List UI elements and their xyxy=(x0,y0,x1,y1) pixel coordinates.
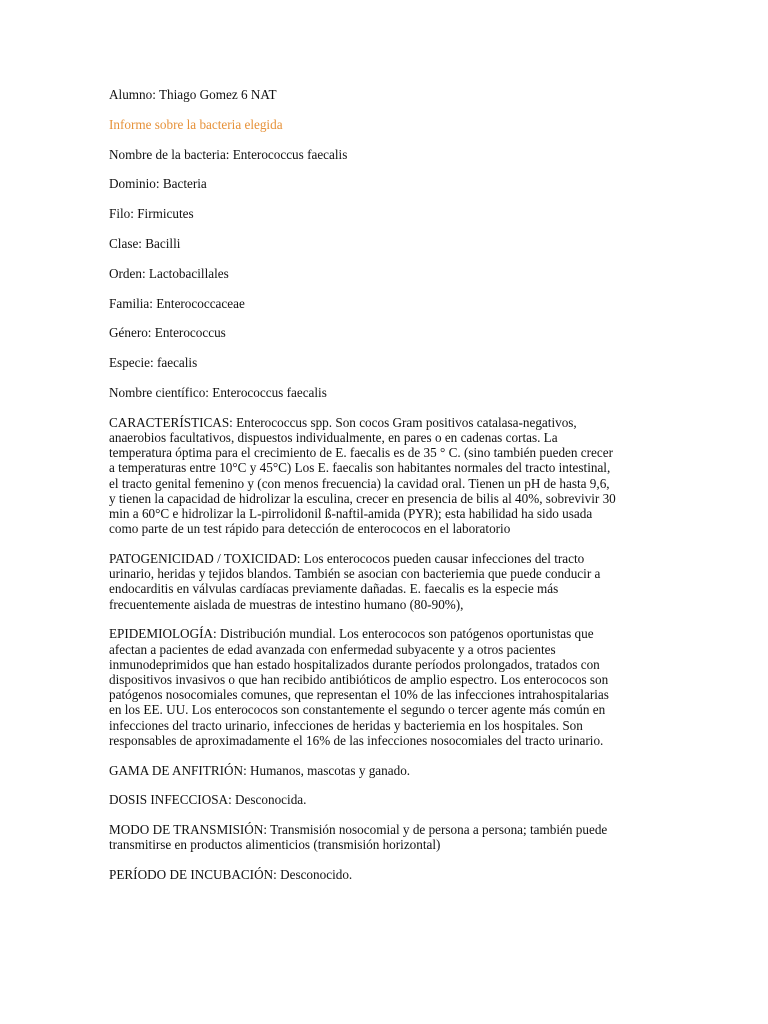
paragraph-line: patógenos nosocomiales comunes, que representan el 10% de las infecciones intrahospitalarias xyxy=(109,687,609,703)
student-name: Alumno: Thiago Gomez 6 NAT xyxy=(109,87,277,102)
taxonomy-domain: Dominio: Bacteria xyxy=(109,176,207,192)
taxonomy-class: Clase: Bacilli xyxy=(109,235,181,251)
host-range: GAMA DE ANFITRIÓN: Humanos, mascotas y ganado. xyxy=(109,762,411,778)
paragraph-line: PATOGENICIDAD / TOXICIDAD: Los enterococos pueden causar infecciones del tracto xyxy=(109,550,585,566)
pathogenicity-paragraph xyxy=(109,551,669,612)
taxonomy-family: Familia: Enterococcaceae xyxy=(109,295,245,311)
paragraph-line: y tienen la capacidad de hidrolizar la esculina, crecer en presencia de bilis al 40%, sobrevivir 30 xyxy=(109,490,616,506)
epidemiology-paragraph xyxy=(109,626,669,748)
taxonomy-bacteria-name: Nombre de la bacteria: Enterococcus faecalis xyxy=(109,146,348,162)
document-body xyxy=(109,87,669,897)
paragraph-line: responsables de aproximadamente el 16% de las infecciones nosocomiales del tracto urinario. xyxy=(109,732,604,748)
paragraph-line: EPIDEMIOLOGÍA: Distribución mundial. Los enterococos son patógenos oportunistas que xyxy=(109,626,594,642)
paragraph-line: MODO DE TRANSMISIÓN: Transmisión nosocomial y de persona a persona; también puede xyxy=(109,822,608,838)
taxonomy-genus: Género: Enterococcus xyxy=(109,325,226,341)
paragraph-line: a temperaturas entre 10°C y 45°C) Los E. faecalis son habitantes normales del tracto intestinal, xyxy=(109,460,611,476)
characteristics-paragraph xyxy=(109,415,669,537)
taxonomy-phylum: Filo: Firmicutes xyxy=(109,206,194,222)
paragraph-line: transmitirse en productos alimenticios (transmisión horizontal) xyxy=(109,837,441,853)
incubation-period: PERÍODO DE INCUBACIÓN: Desconocido. xyxy=(109,867,353,883)
report-title: Informe sobre la bacteria elegida xyxy=(109,116,283,132)
paragraph-line: endocarditis en válvulas cardíacas previamente dañadas. E. faecalis es la especie más xyxy=(109,581,559,597)
paragraph-line: frecuentemente aislada de muestras de intestino humano (80-90%), xyxy=(109,596,464,612)
paragraph-line: afectan a pacientes de edad avanzada con enfermedad subyacente y a otros pacientes xyxy=(109,641,556,657)
paragraph-line: temperatura óptima para el crecimiento de E. faecalis es de 35 ° C. (sino también pueden crecer xyxy=(109,445,613,461)
paragraph-line: anaerobios facultativos, dispuestos individualmente, en pares o en cadenas cortas. La xyxy=(109,429,558,445)
paragraph-line: en los EE. UU. Los enterococos son constantemente el segundo o tercer agente más común en xyxy=(109,702,606,718)
infectious-dose: DOSIS INFECCIOSA: Desconocida. xyxy=(109,792,307,808)
taxonomy-order: Orden: Lactobacillales xyxy=(109,265,229,281)
taxonomy-scientific-name: Nombre científico: Enterococcus faecalis xyxy=(109,384,327,400)
paragraph-line: inmunodeprimidos que han estado hospitalizados durante períodos prolongados, tratados con xyxy=(109,656,600,672)
taxonomy-species: Especie: faecalis xyxy=(109,355,198,371)
paragraph-line: min a 60°C e hidrolizar la L-pirrolidonil ß-naftil-amida (PYR); esta habilidad ha sido usada xyxy=(109,505,593,521)
paragraph-line: CARACTERÍSTICAS: Enterococcus spp. Son cocos Gram positivos catalasa-negativos, xyxy=(109,414,577,430)
paragraph-line: como parte de un test rápido para detección de enterococos en el laboratorio xyxy=(109,521,511,537)
paragraph-line: el tracto genital femenino y (con menos frecuencia) la cavidad oral. Tienen un pH de hasta 9,6, xyxy=(109,475,610,491)
paragraph-line: urinario, heridas y tejidos blandos. También se asocian con bacteriemia que puede conducir a xyxy=(109,566,601,582)
transmission-paragraph xyxy=(109,822,669,852)
paragraph-line: dispositivos invasivos o que han recibido antibióticos de amplio espectro. Los enterococos son xyxy=(109,672,609,687)
paragraph-line: infecciones del tracto urinario, infecciones de heridas y bacteriemia en los hospitales. Son xyxy=(109,717,583,733)
